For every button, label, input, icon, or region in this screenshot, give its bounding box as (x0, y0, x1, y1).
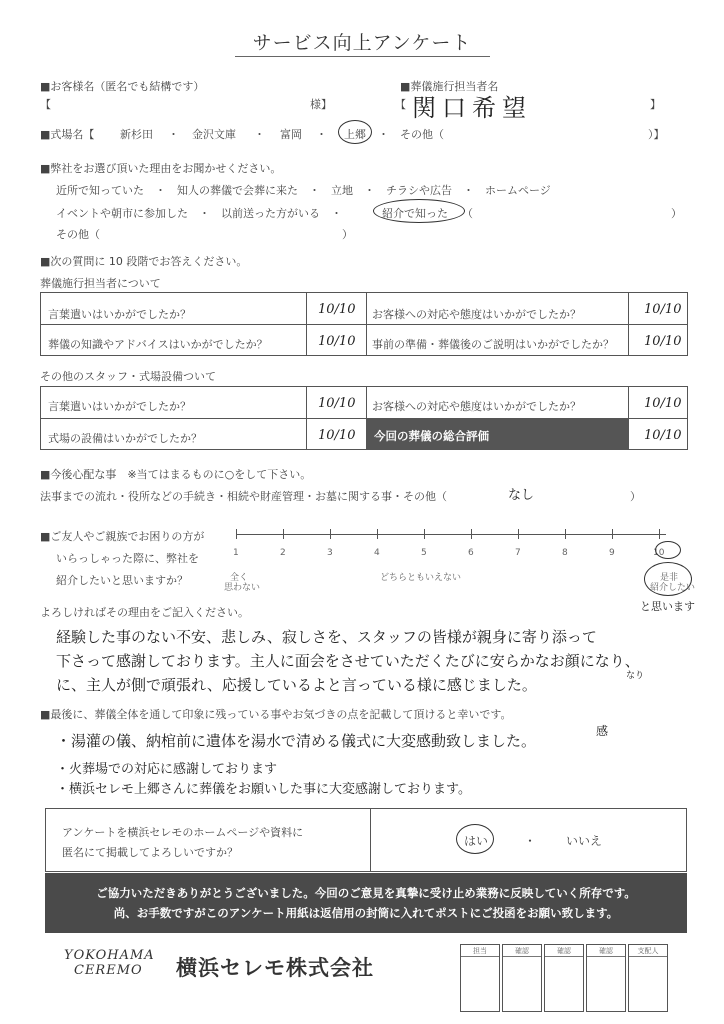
scale-low-label: 全く (230, 573, 249, 583)
scale-high-label: 是非 (660, 573, 679, 583)
reason-label: ■弊社をお選び頂いた理由をお聞かせください。 (40, 162, 282, 175)
customer-bracket-open: 【 (40, 98, 51, 111)
publish-q1: アンケートを横浜セレモのホームページや資料に (62, 826, 304, 839)
venue-option-kanazawabunko[interactable]: 金沢文庫 (192, 128, 236, 141)
footer-line1: ご協力いただきありがとうございました。今回のご意見を真摯に受け止め業務に反映していく所存です。 (96, 886, 636, 900)
impression-label: ■最後に、葬儀全体を通して印象に残っている事やお気づきの点を記載して頂けると幸いです。 (40, 708, 512, 721)
stamp-box-3 (544, 944, 584, 1012)
publish-no[interactable]: いいえ (566, 834, 603, 848)
title-underline (235, 56, 490, 57)
rating-intro: ■次の質問に 10 段階でお答えください。 (40, 255, 248, 268)
recommend-q1: ■ご友人やご親族でお困りの方が (40, 530, 205, 543)
concern-answer[interactable]: なし (508, 488, 535, 503)
scale-tick-3 (330, 529, 331, 539)
reason-text-line3[interactable]: に、主人が側で頑張れ、応援しているよと言っている様に感じました。 (56, 676, 537, 694)
stamp-label-1: 担当 (461, 945, 499, 957)
other-q3: 式場の設備はいかがでしたか？ (48, 432, 202, 445)
stamp-box-1 (460, 944, 500, 1012)
venue-option-shinsugita[interactable]: 新杉田 (120, 128, 153, 141)
company-logo (64, 948, 174, 984)
scale-mid-label: どちらともいえない (380, 573, 462, 583)
reason-text-insert[interactable]: なり (626, 671, 645, 681)
stamp-box-5 (628, 944, 668, 1012)
company-name: 横浜セレモ株式会社 (176, 956, 374, 980)
staff-q3: 葬儀の知識やアドバイスはいかがでしたか？ (48, 338, 268, 351)
venue-label: ■式場名【 (40, 128, 95, 141)
reason-line2b: （ ） (462, 207, 682, 220)
scale-number-10[interactable]: 10 (653, 548, 665, 558)
customer-name-label: ■お客様名（匿名でも結構です） (40, 80, 205, 93)
logo-mark2: CEREMO (74, 963, 143, 978)
recommend-selected-circle (655, 541, 681, 559)
staff-name-label: ■葬儀施行担当者名 (400, 80, 499, 93)
scale-number-4[interactable]: 4 (374, 548, 380, 558)
reason-text-line2[interactable]: 下さって感謝しております。主人に面会をさせていただくたびに安らかなお顔になり、 (56, 652, 640, 670)
scale-tick-10 (659, 529, 660, 539)
scale-number-5[interactable]: 5 (421, 548, 427, 558)
concern-label: ■今後心配な事 ※当てはまるものに○をして下さい。 (40, 468, 312, 481)
venue-option-tomioka[interactable]: 富岡 (280, 128, 302, 141)
recommend-note[interactable]: と思います (640, 600, 695, 613)
reason-text-line1[interactable]: 経験した事のない不安、悲しみ、寂しさを、スタッフの皆様が親身に寄り添って (56, 628, 597, 646)
venue-option-kamigo[interactable]: 上郷 (344, 128, 366, 141)
stamp-label-5: 支配人 (629, 945, 667, 957)
other-q2: お客様への対応や態度はいかがでしたか？ (372, 400, 581, 413)
staff-name-value[interactable]: 関口希望 (412, 94, 532, 122)
logo-mark1: YOKOHAMA (64, 948, 155, 963)
stamp-label-4: 確認 (587, 945, 625, 957)
staff-bracket-open: 【 (395, 98, 406, 111)
scale-number-6[interactable]: 6 (468, 548, 474, 558)
scale-tick-6 (471, 529, 472, 539)
recommend-q2: いらっしゃった際に、弊社を (56, 552, 199, 565)
venue-close: ）】 (648, 128, 665, 141)
impression-line2[interactable]: ・火葬場での対応に感謝しております (56, 762, 278, 777)
scale-number-7[interactable]: 7 (515, 548, 521, 558)
other-score-1[interactable]: 10/10 (318, 396, 356, 411)
impression-line3[interactable]: ・横浜セレモ上郷さんに葬儀をお願いした事に大変感謝しております。 (56, 782, 471, 797)
scale-number-8[interactable]: 8 (562, 548, 568, 558)
scale-number-1[interactable]: 1 (233, 548, 239, 558)
high-label-circle (644, 562, 692, 596)
scale-tick-7 (518, 529, 519, 539)
concern-options[interactable]: 法事までの流れ・役所などの手続き・相続や財産管理・お墓に関する事・その他（ (40, 490, 447, 503)
recommend-scale-line (236, 534, 666, 535)
stamp-box-2 (502, 944, 542, 1012)
overall-rating-label: 今回の葬儀の総合評価 (374, 429, 489, 443)
footer-banner (45, 873, 687, 933)
concern-close: ） (630, 490, 641, 503)
impression-insert[interactable]: 感 (596, 724, 609, 738)
overall-score[interactable]: 10/10 (644, 428, 682, 443)
publish-yes[interactable]: はい (464, 834, 489, 848)
reason-line1[interactable]: 近所で知っていた ・ 知人の葬儀で会葬に来た ・ 立地 ・ チラシや広告 ・ ホームページ (56, 184, 551, 197)
scale-number-9[interactable]: 9 (609, 548, 615, 558)
scale-number-2[interactable]: 2 (280, 548, 286, 558)
scale-tick-2 (283, 529, 284, 539)
scale-tick-4 (377, 529, 378, 539)
staff-score-4[interactable]: 10/10 (644, 334, 682, 349)
publish-separator: ・ (524, 834, 537, 848)
reason-line2a[interactable]: イベントや朝市に参加した ・ 以前送った方がいる ・ (56, 207, 342, 220)
reason-text-label: よろしければその理由をご記入ください。 (40, 606, 249, 619)
page-title: サービス向上アンケート (252, 32, 472, 54)
other-section-heading: その他のスタッフ・式場設備ついて (40, 370, 216, 383)
staff-score-1[interactable]: 10/10 (318, 302, 356, 317)
other-q1: 言葉遣いはいかがでしたか？ (48, 400, 191, 413)
staff-q2: お客様への対応や態度はいかがでしたか？ (372, 308, 581, 321)
scale-tick-9 (612, 529, 613, 539)
staff-section-heading: 葬儀施行担当者について (40, 277, 161, 290)
recommend-q3: 紹介したいと思いますか？ (56, 574, 188, 587)
scale-tick-8 (565, 529, 566, 539)
scale-low-label2: 思わない (224, 583, 261, 593)
footer-line2: 尚、お手数ですがこのアンケート用紙は返信用の封筒に入れてポストにご投函をお願い致します。 (113, 906, 619, 920)
scale-high-label2: 紹介したい (650, 583, 696, 593)
venue-option-other[interactable]: その他（ (400, 128, 444, 141)
reason-selected[interactable]: 紹介で知った (382, 207, 448, 220)
other-score-3[interactable]: 10/10 (318, 428, 356, 443)
staff-q4: 事前の準備・葬儀後のご説明はいかがでしたか？ (372, 338, 614, 351)
staff-score-2[interactable]: 10/10 (644, 302, 682, 317)
other-score-2[interactable]: 10/10 (644, 396, 682, 411)
scale-tick-5 (424, 529, 425, 539)
publish-q2: 匿名にて掲載してよろしいですか？ (62, 846, 238, 859)
scale-tick-1 (236, 529, 237, 539)
customer-suffix: 様】 (310, 98, 332, 111)
impression-line1[interactable]: ・湯灌の儀、納棺前に遺体を湯水で清める儀式に大変感動致しました。 (56, 732, 537, 750)
stamp-label-3: 確認 (545, 945, 583, 957)
stamp-box-4 (586, 944, 626, 1012)
staff-q1: 言葉遣いはいかがでしたか？ (48, 308, 191, 321)
staff-score-3[interactable]: 10/10 (318, 334, 356, 349)
staff-bracket-close: 】 (650, 98, 661, 111)
stamp-label-2: 確認 (503, 945, 541, 957)
scale-number-3[interactable]: 3 (327, 548, 333, 558)
reason-line3[interactable]: その他（ ） (56, 228, 353, 241)
